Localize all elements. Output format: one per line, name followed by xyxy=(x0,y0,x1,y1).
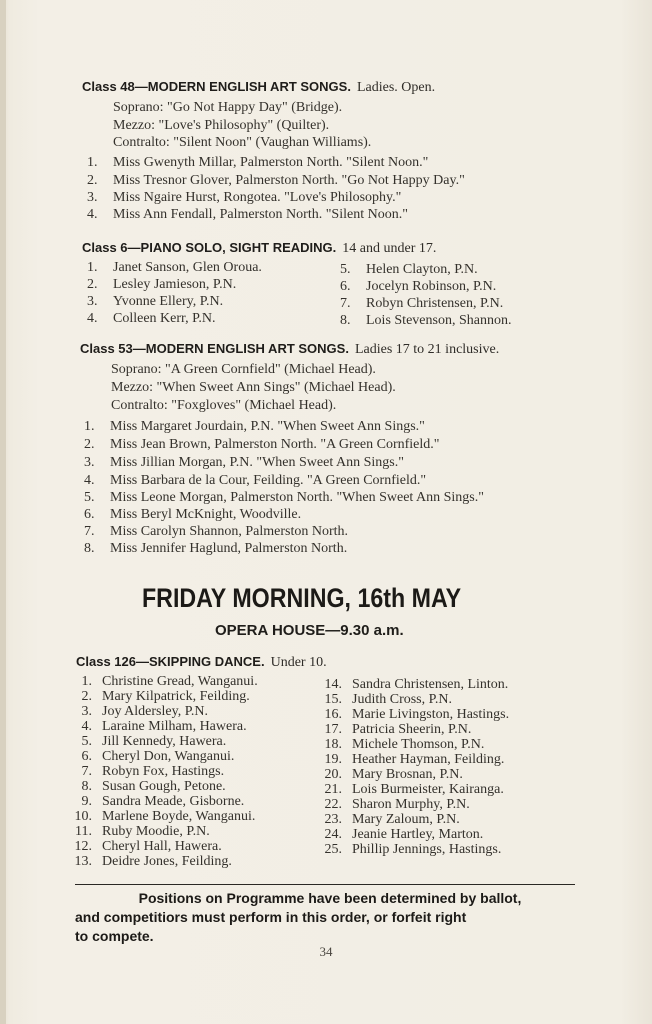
session-title: FRIDAY MORNING, 16th MAY xyxy=(142,583,462,613)
class-48-result: 4. Miss Ann Fendall, Palmerston North. "Silent Noon." xyxy=(87,207,408,222)
class-126-entry: 20. Mary Brosnan, P.N. xyxy=(324,767,463,782)
class-53-result: 8. Miss Jennifer Haglund, Palmerston North. xyxy=(84,541,348,556)
divider-rule xyxy=(75,884,575,885)
class-126-entry: 2. Mary Kilpatrick, Feilding. xyxy=(81,689,250,704)
class-126-entry: 5. Jill Kennedy, Hawera. xyxy=(81,734,227,749)
class-6-heading xyxy=(82,240,436,257)
class-126-entry: 10. Marlene Boyde, Wanganui. xyxy=(74,809,256,824)
session-venue: OPERA HOUSE—9.30 a.m. xyxy=(215,622,404,639)
class-6-entry: 4. Colleen Kerr, P.N. xyxy=(87,311,216,326)
page-number: 34 xyxy=(319,944,333,959)
class-53-result: 7. Miss Carolyn Shannon, Palmerston North. xyxy=(84,524,348,539)
class-6-entry: 5. Helen Clayton, P.N. xyxy=(340,262,478,277)
class-48-piece: Mezzo: "Love's Philosophy" (Quilter). xyxy=(113,118,330,133)
class-126-entry: 24. Jeanie Hartley, Marton. xyxy=(324,827,484,842)
class-53-result: 1. Miss Margaret Jourdain, P.N. "When Sweet Ann Sings." xyxy=(84,419,425,434)
class-126-entry: 12. Cheryl Hall, Hawera. xyxy=(74,839,222,854)
class-126-entry: 22. Sharon Murphy, P.N. xyxy=(324,797,470,812)
class-53-result: 5. Miss Leone Morgan, Palmerston North. "When Sweet Ann Sings." xyxy=(84,490,484,505)
class-126-entry: 16. Marie Livingston, Hastings. xyxy=(324,707,510,722)
class-53-title: Class 53—MODERN ENGLISH ART SONGS. xyxy=(80,341,349,356)
class-53-heading xyxy=(80,341,499,358)
class-126-entry: 4. Laraine Milham, Hawera. xyxy=(81,719,247,734)
class-126-subtitle: Under 10. xyxy=(270,655,327,670)
class-48-title: Class 48—MODERN ENGLISH ART SONGS. xyxy=(82,79,351,94)
class-6-entry: 3. Yvonne Ellery, P.N. xyxy=(87,294,224,309)
class-126-entry: 18. Michele Thomson, P.N. xyxy=(324,737,485,752)
class-48-piece: Soprano: "Go Not Happy Day" (Bridge). xyxy=(113,100,343,115)
class-126-entry: 15. Judith Cross, P.N. xyxy=(324,692,452,707)
class-6-entry: 7. Robyn Christensen, P.N. xyxy=(340,296,504,311)
class-6-entry: 2. Lesley Jamieson, P.N. xyxy=(87,277,237,292)
ballot-note xyxy=(75,889,585,946)
class-126-heading xyxy=(76,654,327,671)
class-53-result: 6. Miss Beryl McKnight, Woodville. xyxy=(84,507,302,522)
class-53-result: 2. Miss Jean Brown, Palmerston North. "A Green Cornfield." xyxy=(84,437,440,452)
class-48-result: 2. Miss Tresnor Glover, Palmerston North. "Go Not Happy Day." xyxy=(87,173,465,188)
class-126-entry: 8. Susan Gough, Petone. xyxy=(81,779,226,794)
class-6-entry: 1. Janet Sanson, Glen Oroua. xyxy=(87,260,262,275)
class-126-entry: 1. Christine Gread, Wanganui. xyxy=(81,674,258,689)
class-6-title: Class 6—PIANO SOLO, SIGHT READING. xyxy=(82,240,337,255)
class-53-piece: Mezzo: "When Sweet Ann Sings" (Michael Head). xyxy=(111,380,396,395)
class-48-result: 3. Miss Ngaire Hurst, Rongotea. "Love's Philosophy." xyxy=(87,190,402,205)
class-126-entry: 6. Cheryl Don, Wanganui. xyxy=(81,749,235,764)
ballot-note-line: to compete. xyxy=(75,928,154,944)
class-48-result: 1. Miss Gwenyth Millar, Palmerston North. "Silent Noon." xyxy=(87,155,429,170)
class-48-subtitle: Ladies. Open. xyxy=(356,80,436,95)
class-6-entry: 8. Lois Stevenson, Shannon. xyxy=(340,313,512,328)
ballot-note-line: Positions on Programme have been determined by ballot, xyxy=(138,890,522,906)
class-126-entry: 17. Patricia Sheerin, P.N. xyxy=(324,722,472,737)
class-53-piece: Contralto: "Foxgloves" (Michael Head). xyxy=(111,398,337,413)
class-126-entry: 7. Robyn Fox, Hastings. xyxy=(81,764,225,779)
page-spine xyxy=(0,0,6,1024)
class-48-heading xyxy=(82,79,435,96)
class-126-entry: 14. Sandra Christensen, Linton. xyxy=(324,677,509,692)
class-126-entry: 19. Heather Hayman, Feilding. xyxy=(324,752,505,767)
class-126-entry: 23. Mary Zaloum, P.N. xyxy=(324,812,460,827)
class-53-piece: Soprano: "A Green Cornfield" (Michael Head). xyxy=(111,362,376,377)
class-126-entry: 25. Phillip Jennings, Hastings. xyxy=(324,842,502,857)
class-126-title: Class 126—SKIPPING DANCE. xyxy=(76,654,265,669)
ballot-note-line: and competitiors must perform in this order, or forfeit right xyxy=(75,909,467,925)
class-126-entry: 21. Lois Burmeister, Kairanga. xyxy=(324,782,504,797)
class-53-result: 4. Miss Barbara de la Cour, Feilding. "A Green Cornfield." xyxy=(84,473,427,488)
class-53-result: 3. Miss Jillian Morgan, P.N. "When Sweet Ann Sings." xyxy=(84,455,404,470)
class-126-entry: 3. Joy Aldersley, P.N. xyxy=(81,704,209,719)
class-6-entry: 6. Jocelyn Robinson, P.N. xyxy=(340,279,497,294)
class-6-subtitle: 14 and under 17. xyxy=(342,241,437,256)
class-126-entry: 11. Ruby Moodie, P.N. xyxy=(75,824,210,839)
class-126-entry: 9. Sandra Meade, Gisborne. xyxy=(81,794,245,809)
class-48-piece: Contralto: "Silent Noon" (Vaughan Williams). xyxy=(113,135,372,150)
class-126-entry: 13. Deidre Jones, Feilding. xyxy=(74,854,232,869)
class-53-subtitle: Ladies 17 to 21 inclusive. xyxy=(354,342,500,357)
